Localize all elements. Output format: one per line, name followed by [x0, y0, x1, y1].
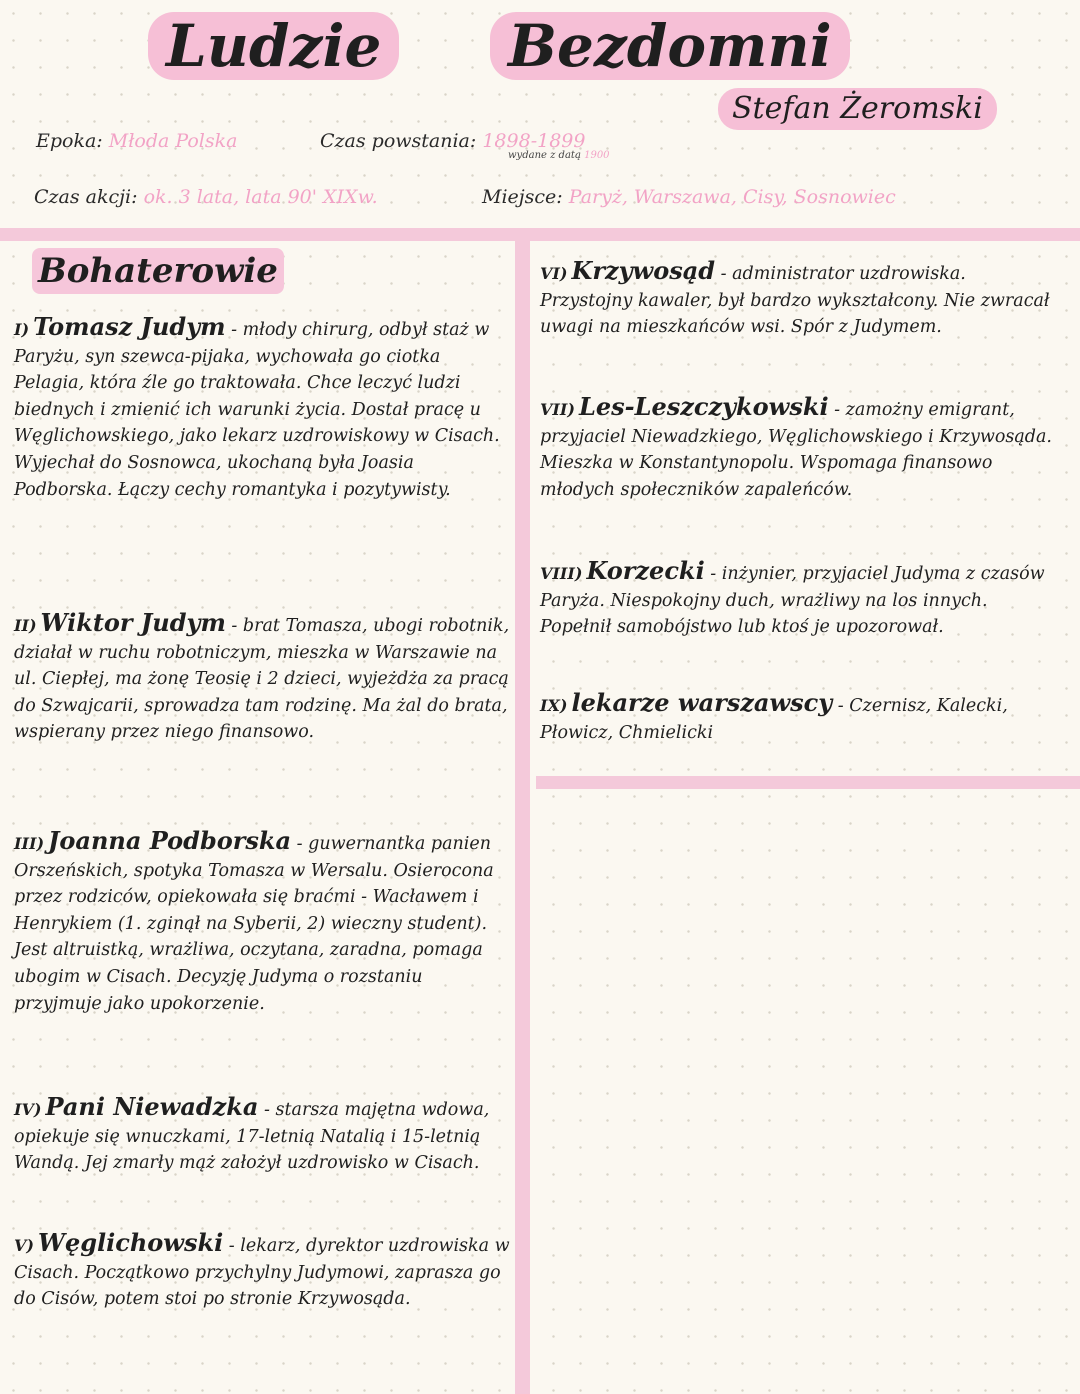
character-entry [14, 314, 514, 503]
meta-epoka [36, 128, 237, 154]
character-entry [540, 690, 1060, 746]
divider-vertical [515, 240, 530, 1394]
entry-number: VII) [540, 400, 575, 419]
character-name: Pani Niewadzka [45, 1092, 259, 1121]
character-description: - guwernantka panien Orszeńskich, spotyka Tomasza w Wersalu. Osierocona przez rodziców, opiekowała się braćmi - Wacławem i Henrykiem (1. zginął na Syberii, 2) wieczny student). Jest altruistką, wrażliwa, oczytana, zaradna, pomaga ubogim w Cisach. Decyzję Judyma o rozstaniu przyjmuje jako upokorzenie. [14, 834, 494, 1014]
character-entry [14, 828, 514, 1017]
entry-number: II) [14, 616, 37, 635]
character-description: - administrator uzdrowiska. Przystojny kawaler, był bardzo wykształcony. Nie zwracał uwagi na mieszkańców wsi. Spór z Judymem. [540, 264, 1050, 338]
character-description: - młody chirurg, odbył staż w Paryżu, syn szewca-pijaka, wychowała go ciotka Pelagia, która źle go traktowała. Chce leczyć ludzi biednych i zmienić ich warunki życia. Dostał pracę u Węglichowskiego, jako lekarz uzdrowiskowy w Cisach. Wyjechał do Sosnowca, ukochaną była Joasia Podborska. Łączy cechy romantyka i pozytywisty. [14, 320, 500, 500]
character-entry [14, 1094, 514, 1177]
meta-miejsce [482, 184, 896, 210]
title-bezdomni [490, 8, 850, 84]
character-entry [14, 610, 514, 746]
entry-number: III) [14, 834, 45, 853]
meta-wydanie [508, 150, 610, 161]
character-description: - starsza majętna wdowa, opiekuje się wnuczkami, 17-letnią Natalią i 15-letnią Wandą. Jej zmarły mąż założył uzdrowisko w Cisach. [14, 1100, 490, 1174]
czas-akcji-label: Czas akcji: [34, 186, 138, 208]
character-entry [540, 394, 1060, 503]
divider-right [536, 776, 1080, 789]
character-entry [540, 258, 1060, 341]
wydanie-label: wydane z datą [508, 150, 581, 161]
meta-czas-akcji [34, 184, 378, 210]
entry-number: V) [14, 1236, 34, 1255]
entry-number: VI) [540, 264, 568, 283]
title-left-highlight: Ludzie [148, 12, 399, 80]
character-description: - zamożny emigrant, przyjaciel Niewadzkiego, Węglichowskiego i Krzywosąda. Mieszka w Konstantynopolu. Wspomaga finansowo młodych społeczników zapaleńców. [540, 400, 1052, 500]
character-description: - brat Tomasza, ubogi robotnik, działał w ruchu robotniczym, mieszka w Warszawie na ul. Ciepłej, ma żonę Teosię i 2 dzieci, wyjeżdża za pracą do Szwajcarii, sprowadza tam rodzinę. Ma żal do brata, wspierany przez niego finansowo. [14, 616, 510, 743]
character-description: - Czernisz, Kalecki, Płowicz, Chmielicki [540, 696, 1008, 743]
character-name: Węglichowski [37, 1228, 224, 1257]
character-name: Joanna Podborska [48, 826, 292, 855]
czas-akcji-value: ok. 3 lata, lata 90' XIXw. [143, 186, 378, 208]
czas-powstania-value: 1898-1899 [482, 130, 586, 152]
miejsce-value: Paryż, Warszawa, Cisy, Sosnowiec [568, 186, 896, 208]
character-name: Korzecki [586, 556, 705, 585]
title-right-highlight: Bezdomni [490, 12, 850, 80]
miejsce-label: Miejsce: [482, 186, 563, 208]
czas-powstania-label: Czas powstania: [320, 130, 477, 152]
title-ludzie [148, 8, 399, 84]
character-description: - lekarz, dyrektor uzdrowiska w Cisach. Początkowo przychylny Judymowi, zaprasza go do Cisów, potem stoi po stronie Krzywosąda. [14, 1236, 510, 1310]
character-description: - inżynier, przyjaciel Judyma z czasów Paryża. Niespokojny duch, wrażliwy na los innych. Popełnił samobójstwo lub ktoś je upozorował. [540, 564, 1045, 638]
entry-number: IX) [540, 696, 568, 715]
character-name: lekarze warszawscy [571, 688, 833, 717]
epoka-label: Epoka: [36, 130, 103, 152]
entry-number: VIII) [540, 564, 583, 583]
character-name: Wiktor Judym [40, 608, 226, 637]
entry-number: IV) [14, 1100, 42, 1119]
character-name: Tomasz Judym [33, 312, 226, 341]
entry-number: I) [14, 320, 30, 339]
character-entry [540, 558, 1060, 641]
divider-top [0, 228, 1080, 241]
section-title: Bohaterowie [32, 248, 284, 294]
epoka-value: Młoda Polska [108, 130, 238, 152]
character-name: Les-Leszczykowski [578, 392, 829, 421]
character-entry [14, 1230, 514, 1313]
author: Stefan Żeromski [718, 88, 997, 130]
character-name: Krzywosąd [571, 256, 716, 285]
wydanie-value: 1900 [584, 150, 610, 161]
